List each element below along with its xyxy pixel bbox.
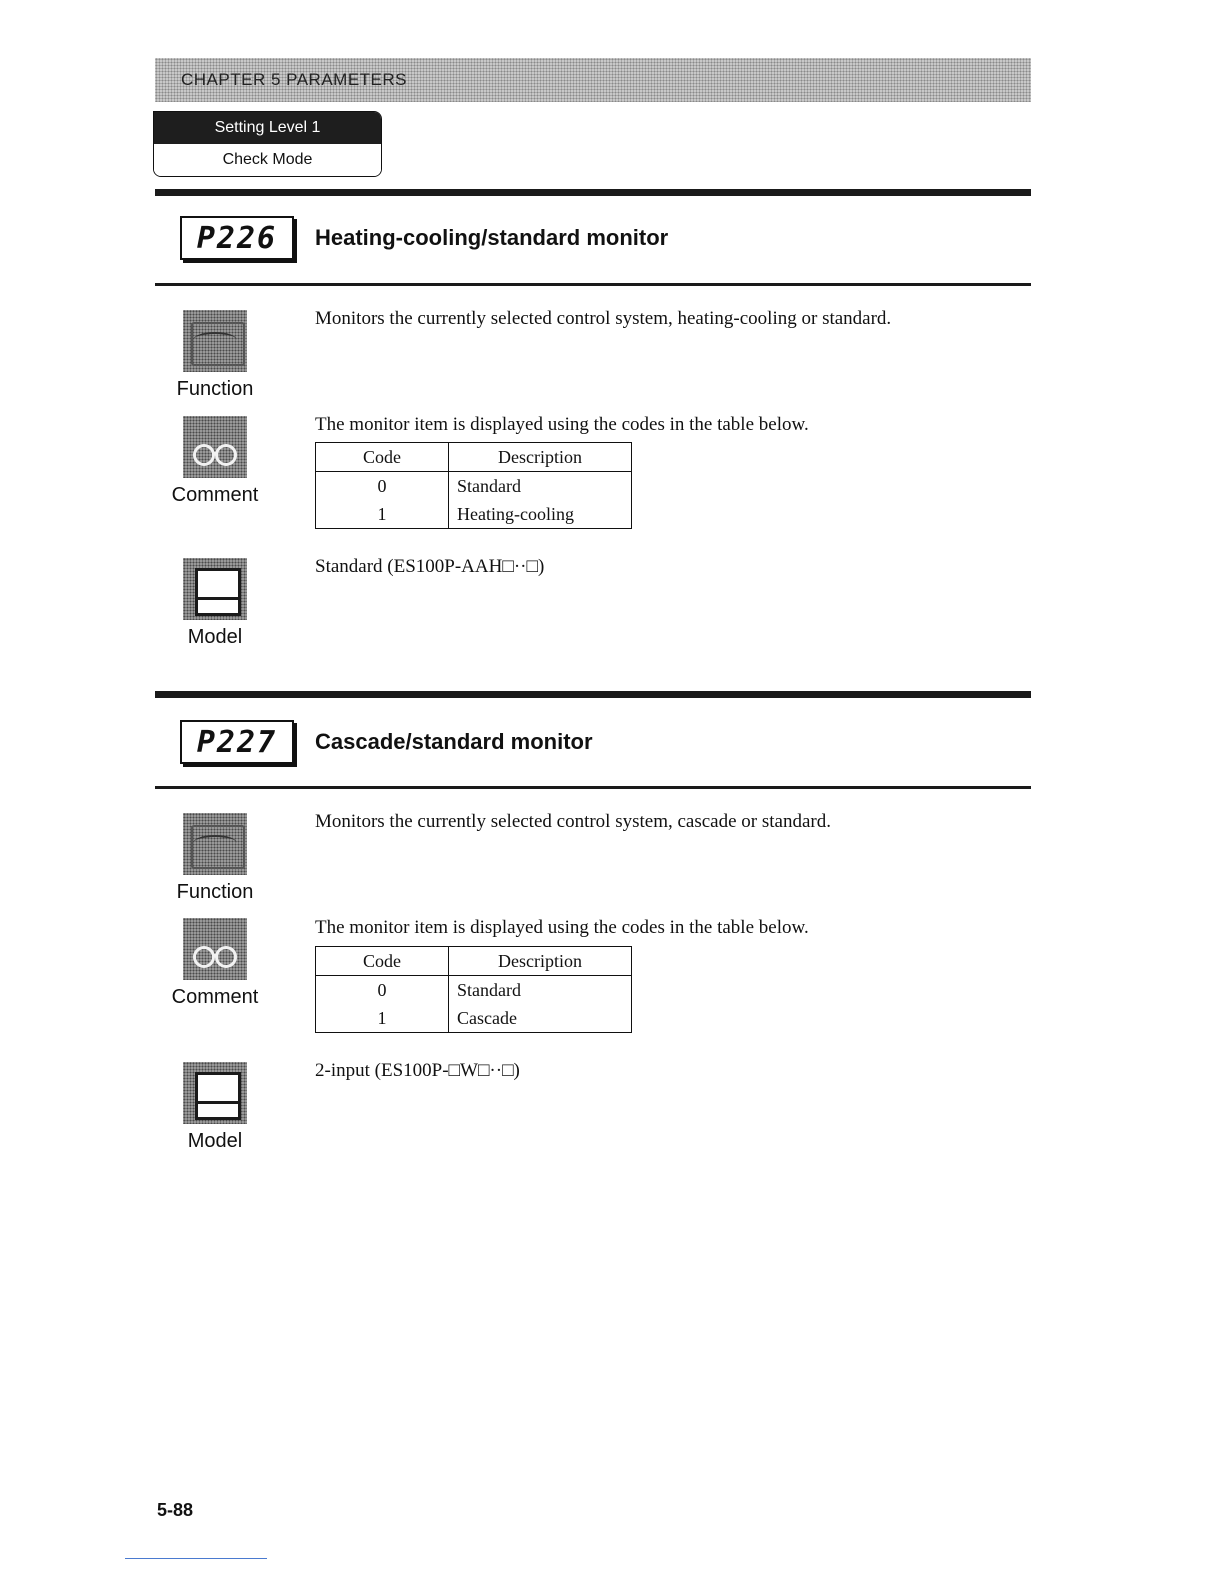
table-row	[316, 976, 632, 1005]
model-block	[165, 1062, 265, 1153]
table-header-description: Description	[449, 947, 632, 976]
function-graph-icon	[183, 310, 247, 372]
section-divider-bottom	[155, 283, 1031, 286]
comment-description: The monitor item is displayed using the codes in the table below.	[315, 917, 809, 938]
comment-label: Comment	[171, 986, 259, 1008]
table-header-description: Description	[449, 443, 632, 472]
model-description: Standard (ES100P-AAH□··□)	[315, 556, 545, 577]
table-cell-description: Standard	[449, 976, 632, 1005]
section-divider-bottom	[155, 786, 1031, 789]
parameter-code-display	[180, 720, 294, 764]
table-cell-description: Standard	[449, 472, 632, 501]
table-row	[316, 472, 632, 501]
table-cell-code: 0	[316, 472, 449, 501]
footer-line	[125, 1558, 267, 1559]
comment-description: The monitor item is displayed using the codes in the table below.	[315, 414, 809, 435]
controller-device-icon	[183, 558, 247, 620]
table-cell-description: Heating-cooling	[449, 500, 632, 529]
table-row	[316, 1004, 632, 1033]
model-description: 2-input (ES100P-□W□··□)	[315, 1060, 520, 1081]
comment-block	[165, 918, 265, 1009]
page-number: 5-88	[157, 1500, 194, 1520]
table-cell-code: 1	[316, 1004, 449, 1033]
table-row	[316, 500, 632, 529]
function-description: Monitors the currently selected control system, heating-cooling or standard.	[315, 308, 892, 329]
function-graph-icon	[183, 813, 247, 875]
function-description: Monitors the currently selected control system, cascade or standard.	[315, 811, 831, 832]
parameter-code: P227	[196, 724, 278, 760]
code-table	[315, 946, 632, 1033]
comment-block	[165, 416, 265, 507]
comment-label: Comment	[171, 484, 259, 506]
chapter-title: CHAPTER 5 PARAMETERS	[181, 70, 408, 89]
model-block	[165, 558, 265, 649]
section-divider-top	[155, 189, 1031, 196]
table-cell-description: Cascade	[449, 1004, 632, 1033]
function-label: Function	[176, 378, 254, 400]
setting-mode-label: Check Mode	[154, 144, 381, 176]
parameter-code: P226	[196, 220, 278, 256]
code-table	[315, 442, 632, 529]
section-title: Cascade/standard monitor	[315, 729, 593, 754]
function-label: Function	[176, 881, 254, 903]
table-cell-code: 1	[316, 500, 449, 529]
section-divider-top	[155, 691, 1031, 698]
setting-level-badge	[153, 111, 382, 177]
table-cell-code: 0	[316, 976, 449, 1005]
controller-device-icon	[183, 1062, 247, 1124]
model-label: Model	[187, 626, 243, 648]
model-label: Model	[187, 1130, 243, 1152]
chapter-header-band	[155, 58, 1031, 102]
table-header-code: Code	[316, 443, 449, 472]
glasses-icon	[183, 918, 247, 980]
parameter-code-display	[180, 216, 294, 260]
table-header-code: Code	[316, 947, 449, 976]
section-title: Heating-cooling/standard monitor	[315, 225, 669, 250]
setting-level-title: Setting Level 1	[154, 112, 381, 144]
glasses-icon	[183, 416, 247, 478]
function-block	[165, 310, 265, 401]
function-block	[165, 813, 265, 904]
